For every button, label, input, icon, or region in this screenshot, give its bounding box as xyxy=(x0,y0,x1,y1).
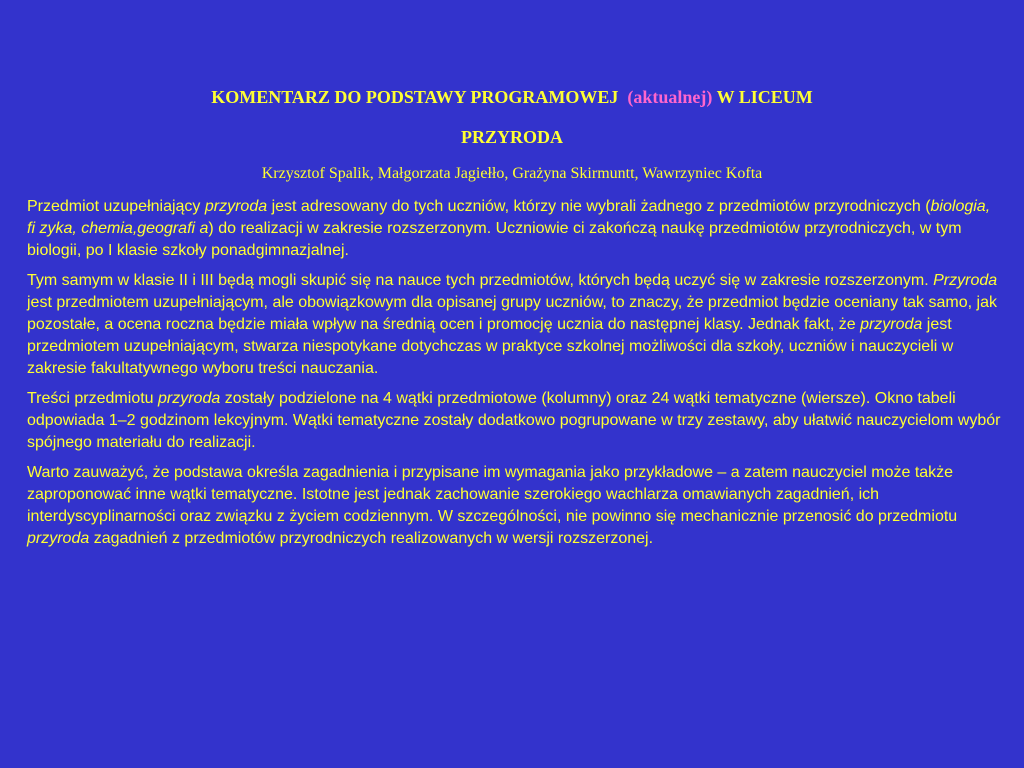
p2-italic-2: przyroda xyxy=(860,316,923,333)
p1-italic-1: przyroda xyxy=(204,198,268,215)
p2-text-2: jest przedmiotem uzupełniającym, ale obowiązkowym dla opisanej grupy uczniów, to znaczy, że przedmiot będzie oceniany tak samo, jak pozostałe, a ocena roczna będzie miała wpływ na średnią ocen i promocję ucznia do następnej klasy. Jednak fakt, że xyxy=(27,294,997,333)
p3-text-1: Treści przedmiotu xyxy=(27,390,158,407)
title-highlight: (aktualnej) xyxy=(627,87,713,107)
p2-italic-1: Przyroda xyxy=(933,272,998,289)
body-text xyxy=(27,196,1002,558)
title-part2: W LICEUM xyxy=(716,87,813,107)
p1-text-3: ) do realizacji w zakresie rozszerzonym. Uczniowie ci zakończą naukę przedmiotów przyrodniczych, w tym biologii, po I klasie szkoły ponadgimnazjalnej. xyxy=(27,220,962,259)
p4-italic-1: przyroda xyxy=(27,530,90,547)
p1-text-1: Przedmiot uzupełniający xyxy=(27,198,205,215)
paragraph-1 xyxy=(27,196,1002,262)
paragraph-2 xyxy=(27,270,1002,380)
paragraph-4 xyxy=(27,462,1002,550)
p2-text-1: Tym samym w klasie II i III będą mogli skupić się na nauce tych przedmiotów, których będą uczyć się w zakresie rozszerzonym. xyxy=(27,272,934,289)
p3-italic-1: przyroda xyxy=(158,390,221,407)
p1-text-2: jest adresowany do tych uczniów, którzy nie wybrali żadnego z przedmiotów przyrodniczych ( xyxy=(267,198,931,215)
slide-subtitle: PRZYRODA xyxy=(461,127,563,147)
p1-italic-2: biologia, fi zyka, chemia,geografi a xyxy=(27,198,991,237)
paragraph-3 xyxy=(27,388,1002,454)
p4-text-2: zagadnień z przedmiotów przyrodniczych realizowanych w wersji rozszerzonej. xyxy=(89,530,654,547)
title-part1: KOMENTARZ DO PODSTAWY PROGRAMOWEJ xyxy=(211,87,619,107)
slide-title xyxy=(0,86,1024,108)
authors-line: Krzysztof Spalik, Małgorzata Jagiełło, Grażyna Skirmuntt, Wawrzyniec Kofta xyxy=(261,165,763,182)
p4-text-1: Warto zauważyć, że podstawa określa zagadnienia i przypisane im wymagania jako przykładowe – a zatem nauczyciel może także zaproponować inne wątki tematyczne. Istotne jest jednak zachowanie szerokiego wachlarza omawianych zagadnień, ich interdyscyplinarności oraz związku z życiem codziennym. W szczególności, nie powinno się mechanicznie przenosić do przedmiotu xyxy=(27,464,958,525)
p3-text-2: zostały podzielone na 4 wątki przedmiotowe (kolumny) oraz 24 wątki tematyczne (wiersze). Okno tabeli odpowiada 1–2 godzinom lekcyjnym. Wątki tematyczne zostały dodatkowo pogrupowane w trzy zestawy, aby ułatwić nauczycielom wybór spójnego materiału do realizacji. xyxy=(27,390,1001,451)
p2-text-3: jest przedmiotem uzupełniającym, stwarza niespotykane dotychczas w praktyce szkolnej możliwości dla szkoły, uczniów i nauczycieli w zakresie fakultatywnego wyboru treści nauczania. xyxy=(27,316,954,377)
